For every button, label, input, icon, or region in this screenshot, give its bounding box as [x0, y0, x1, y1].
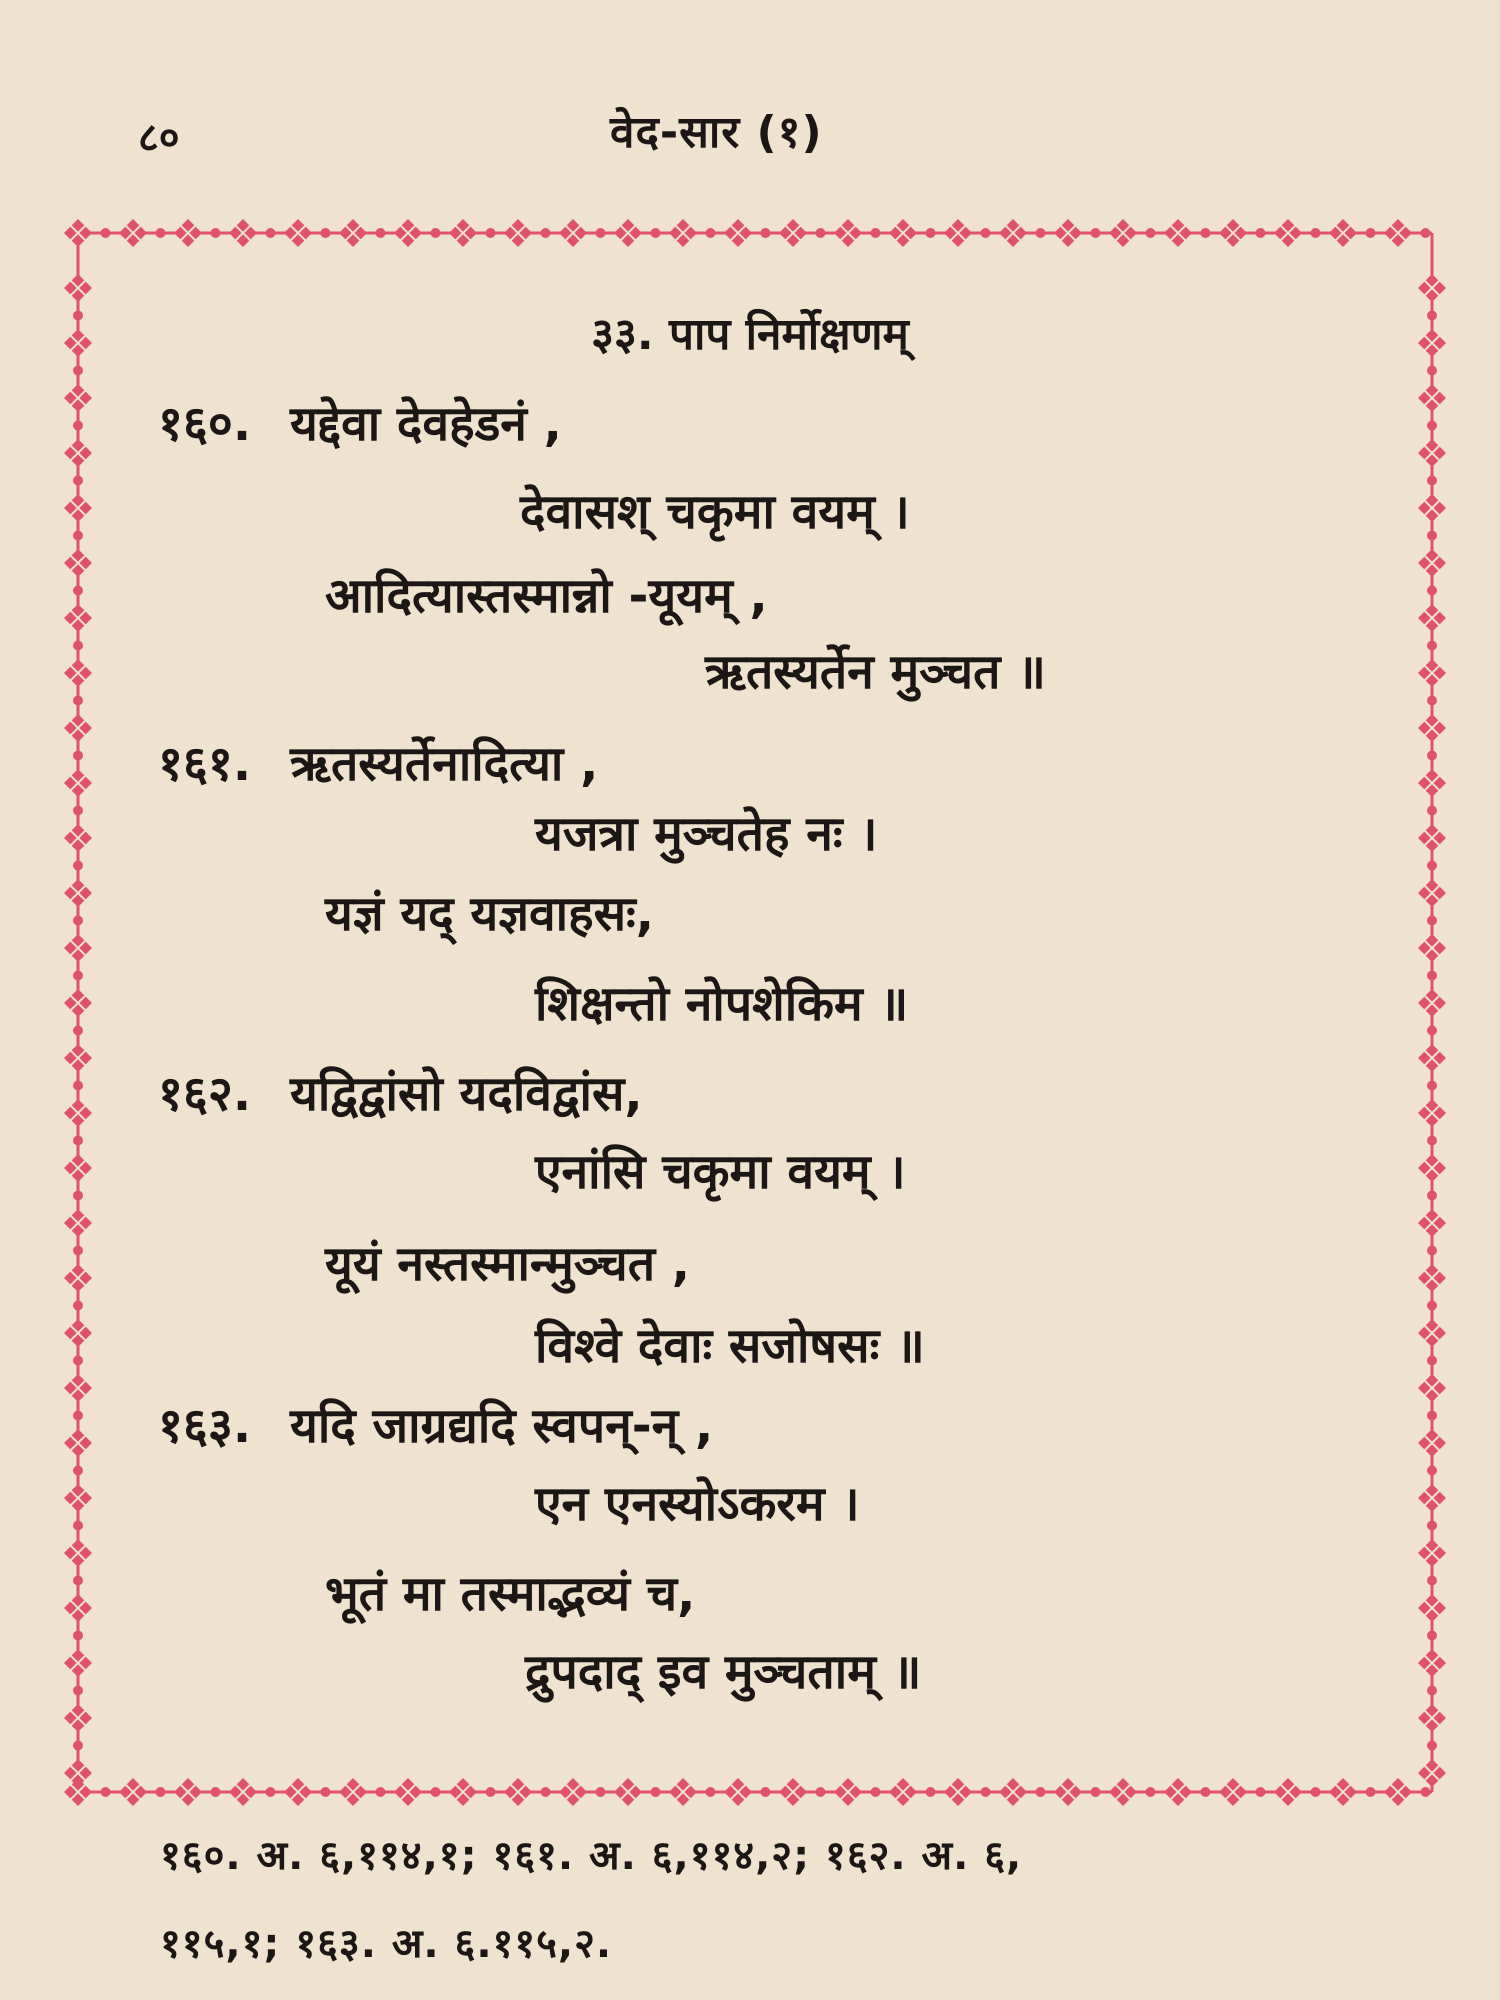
page-number: ८०	[138, 115, 180, 161]
border-ornament	[64, 1594, 92, 1622]
border-dot	[73, 476, 83, 486]
border-dot	[1427, 476, 1437, 486]
border-ornament	[284, 219, 312, 247]
border-dot	[706, 228, 716, 238]
border-dot	[73, 1191, 83, 1201]
border-ornament	[724, 219, 752, 247]
border-dot	[596, 228, 606, 238]
border-dot	[761, 1787, 771, 1797]
border-dot	[981, 228, 991, 238]
border-ornament	[339, 219, 367, 247]
border-dot	[73, 1246, 83, 1256]
border-ornament	[1418, 1374, 1446, 1402]
border-ornament	[1418, 1484, 1446, 1512]
border-dot	[1427, 421, 1437, 431]
border-ornament	[1329, 219, 1357, 247]
border-ornament	[1418, 989, 1446, 1017]
border-dot	[73, 1136, 83, 1146]
border-dot	[1427, 1136, 1437, 1146]
border-dot	[156, 228, 166, 238]
verse-number: १६०.	[158, 396, 252, 452]
border-dot	[541, 228, 551, 238]
border-ornament	[1418, 439, 1446, 467]
border-ornament	[449, 1778, 477, 1806]
border-dot	[431, 228, 441, 238]
verse-line: एनांसि चकृमा वयम् ।	[535, 1144, 906, 1200]
border-ornament	[64, 494, 92, 522]
border-dot	[1201, 228, 1211, 238]
section-title: ३३. पाप निर्मोक्षणम्	[591, 309, 909, 360]
border-ornament	[889, 1778, 917, 1806]
border-dot	[73, 421, 83, 431]
border-dot	[1427, 1741, 1437, 1751]
border-ornament	[1164, 219, 1192, 247]
border-ornament	[64, 549, 92, 577]
border-ornament	[1109, 1778, 1137, 1806]
border-ornament	[1418, 714, 1446, 742]
verse-line: एन एनस्योऽकरम ।	[535, 1476, 860, 1532]
border-dot	[541, 1787, 551, 1797]
verse-line: भूतं मा तस्माद्भव्यं च,	[325, 1566, 696, 1622]
border-dot	[1427, 1521, 1437, 1531]
border-ornament	[614, 219, 642, 247]
border-ornament	[64, 1429, 92, 1457]
verse-line: द्रुपदाद् इव मुञ्चताम् ॥	[525, 1644, 922, 1700]
running-title: वेद-सार (१)	[610, 107, 823, 158]
border-dot	[101, 228, 111, 238]
border-ornament	[64, 439, 92, 467]
border-ornament	[1418, 274, 1446, 302]
border-ornament	[64, 1099, 92, 1127]
border-ornament	[1418, 1649, 1446, 1677]
border-dot	[266, 228, 276, 238]
border-ornament	[64, 219, 92, 247]
border-ornament	[1418, 1264, 1446, 1292]
border-dot	[1201, 1787, 1211, 1797]
border-ornament	[1164, 1778, 1192, 1806]
border-ornament	[174, 1778, 202, 1806]
border-dot	[1146, 228, 1156, 238]
border-ornament	[394, 219, 422, 247]
border-dot	[596, 1787, 606, 1797]
border-ornament	[944, 1778, 972, 1806]
border-dot	[1036, 1787, 1046, 1797]
border-dot	[1427, 1631, 1437, 1641]
border-ornament	[559, 219, 587, 247]
footnote-line: ११५,१; १६३. अ. ६.११५,२.	[160, 1921, 613, 1967]
border-ornament	[1418, 1429, 1446, 1457]
border-dot	[321, 228, 331, 238]
border-ornament	[614, 1778, 642, 1806]
border-dot	[1091, 228, 1101, 238]
border-dot	[73, 806, 83, 816]
border-ornament	[1329, 1778, 1357, 1806]
border-ornament	[1418, 1044, 1446, 1072]
border-ornament	[559, 1778, 587, 1806]
border-ornament	[64, 1264, 92, 1292]
border-ornament	[64, 1209, 92, 1237]
border-dot	[73, 1356, 83, 1366]
border-dot	[926, 1787, 936, 1797]
border-ornament	[724, 1778, 752, 1806]
border-dot	[73, 1301, 83, 1311]
border-dot	[73, 531, 83, 541]
border-ornament	[1418, 604, 1446, 632]
border-ornament	[64, 1154, 92, 1182]
border-ornament	[64, 1759, 92, 1787]
border-ornament	[64, 1484, 92, 1512]
verse-line: यद्विद्वांसो यदविद्वांस,	[290, 1066, 643, 1122]
border-ornament	[64, 769, 92, 797]
border-ornament	[1418, 1154, 1446, 1182]
border-dot	[1256, 1787, 1266, 1797]
border-dot	[1427, 861, 1437, 871]
border-ornament	[1418, 1594, 1446, 1622]
border-ornament	[1054, 1778, 1082, 1806]
verse-line: यद्देवा देवहेडनं ,	[290, 396, 562, 452]
border-dot	[211, 228, 221, 238]
border-ornament	[779, 219, 807, 247]
border-ornament	[1418, 494, 1446, 522]
border-dot	[73, 1466, 83, 1476]
border-ornament	[999, 1778, 1027, 1806]
border-ornament	[504, 219, 532, 247]
border-ornament	[779, 1778, 807, 1806]
border-ornament	[1384, 1778, 1412, 1806]
border-dot	[321, 1787, 331, 1797]
border-ornament	[504, 1778, 532, 1806]
border-ornament	[119, 219, 147, 247]
border-ornament	[64, 1374, 92, 1402]
verse-line: आदित्यास्तस्मान्नो -यूयम् ,	[325, 568, 768, 624]
border-dot	[1427, 1191, 1437, 1201]
border-ornament	[889, 219, 917, 247]
border-dot	[1427, 696, 1437, 706]
border-dot	[431, 1787, 441, 1797]
verse-line: देवासश् चकृमा वयम् ।	[520, 484, 910, 540]
border-ornament	[1274, 1778, 1302, 1806]
border-ornament	[64, 384, 92, 412]
border-dot	[1036, 228, 1046, 238]
border-ornament	[64, 934, 92, 962]
border-dot	[1427, 916, 1437, 926]
border-ornament	[64, 879, 92, 907]
border-ornament	[64, 824, 92, 852]
verse-line: यदि जाग्रद्यदि स्वपन्-न् ,	[290, 1398, 714, 1454]
border-dot	[73, 366, 83, 376]
border-dot	[73, 1576, 83, 1586]
border-ornament	[229, 219, 257, 247]
verse-number: १६२.	[158, 1066, 252, 1122]
border-ornament	[1418, 1319, 1446, 1347]
border-ornament	[834, 1778, 862, 1806]
border-dot	[1366, 1787, 1376, 1797]
border-ornament	[284, 1778, 312, 1806]
border-ornament	[1418, 1099, 1446, 1127]
border-dot	[1427, 1356, 1437, 1366]
border-dot	[816, 228, 826, 238]
border-ornament	[1418, 769, 1446, 797]
border-ornament	[64, 604, 92, 632]
border-ornament	[119, 1778, 147, 1806]
border-dot	[73, 1741, 83, 1751]
border-dot	[1366, 228, 1376, 238]
border-dot	[73, 916, 83, 926]
verse-line: विश्वे देवाः सजोषसः ॥	[535, 1318, 925, 1374]
border-dot	[651, 228, 661, 238]
border-dot	[376, 228, 386, 238]
border-ornament	[1418, 1759, 1446, 1787]
footnote-references	[160, 1812, 1380, 1988]
verse-line: ऋतस्यर्तेन मुञ्चत ॥	[705, 644, 1046, 700]
border-dot	[1421, 228, 1431, 238]
border-ornament	[1418, 824, 1446, 852]
border-dot	[1427, 1411, 1437, 1421]
border-dot	[926, 228, 936, 238]
border-ornament	[229, 1778, 257, 1806]
border-dot	[73, 1631, 83, 1641]
border-dot	[1427, 366, 1437, 376]
border-ornament	[1054, 219, 1082, 247]
border-dot	[1256, 228, 1266, 238]
border-dot	[73, 696, 83, 706]
border-dot	[73, 1521, 83, 1531]
border-ornament	[394, 1778, 422, 1806]
border-dot	[1427, 971, 1437, 981]
border-ornament	[64, 1044, 92, 1072]
border-ornament	[1219, 1778, 1247, 1806]
border-ornament	[1274, 219, 1302, 247]
border-dot	[486, 228, 496, 238]
border-ornament	[1418, 934, 1446, 962]
border-dot	[266, 1787, 276, 1797]
border-ornament	[64, 1319, 92, 1347]
verse-number: १६३.	[158, 1398, 252, 1454]
border-ornament	[669, 219, 697, 247]
border-dot	[1427, 806, 1437, 816]
border-dot	[486, 1787, 496, 1797]
border-ornament	[1384, 219, 1412, 247]
border-dot	[706, 1787, 716, 1797]
border-dot	[1427, 751, 1437, 761]
border-dot	[981, 1787, 991, 1797]
border-ornament	[64, 1539, 92, 1567]
verse-line: यजत्रा मुञ्चतेह नः ।	[535, 806, 878, 862]
border-dot	[73, 751, 83, 761]
border-ornament	[1109, 219, 1137, 247]
border-dot	[1146, 1787, 1156, 1797]
border-dot	[73, 861, 83, 871]
border-dot	[871, 228, 881, 238]
verse-line: यूयं नस्तस्मान्मुञ्चत ,	[325, 1236, 691, 1292]
border-ornament	[174, 219, 202, 247]
border-dot	[376, 1787, 386, 1797]
border-dot	[761, 228, 771, 238]
border-dot	[816, 1787, 826, 1797]
border-dot	[73, 971, 83, 981]
border-ornament	[834, 219, 862, 247]
border-dot	[1427, 1026, 1437, 1036]
border-ornament	[1418, 659, 1446, 687]
border-dot	[651, 1787, 661, 1797]
border-ornament	[64, 659, 92, 687]
border-dot	[73, 1026, 83, 1036]
verse-number: १६१.	[158, 736, 252, 792]
footnote-line: १६०. अ. ६,११४,१; १६१. अ. ६,११४,२; १६२. अ. ६,	[160, 1833, 1023, 1879]
border-dot	[73, 1686, 83, 1696]
border-dot	[1427, 1301, 1437, 1311]
border-ornament	[64, 1704, 92, 1732]
border-ornament	[1418, 384, 1446, 412]
border-dot	[1427, 1466, 1437, 1476]
border-ornament	[339, 1778, 367, 1806]
border-ornament	[1418, 879, 1446, 907]
border-dot	[1091, 1787, 1101, 1797]
verse-line: शिक्षन्तो नोपशेकिम ॥	[535, 976, 909, 1032]
border-dot	[73, 1081, 83, 1091]
border-ornament	[1418, 549, 1446, 577]
border-ornament	[1418, 1539, 1446, 1567]
border-ornament	[1219, 219, 1247, 247]
border-dot	[73, 1411, 83, 1421]
border-ornament	[1418, 1704, 1446, 1732]
border-ornament	[64, 989, 92, 1017]
border-ornament	[999, 219, 1027, 247]
border-ornament	[64, 1649, 92, 1677]
border-dot	[1427, 1576, 1437, 1586]
border-dot	[1427, 1686, 1437, 1696]
border-ornament	[64, 274, 92, 302]
border-dot	[1427, 531, 1437, 541]
border-ornament	[1418, 1209, 1446, 1237]
border-dot	[101, 1787, 111, 1797]
border-dot	[73, 641, 83, 651]
border-dot	[1427, 1246, 1437, 1256]
border-ornament	[669, 1778, 697, 1806]
verse-line: ऋतस्यर्तेनादित्या ,	[290, 736, 599, 792]
border-dot	[156, 1787, 166, 1797]
border-dot	[1427, 641, 1437, 651]
border-ornament	[449, 219, 477, 247]
border-ornament	[944, 219, 972, 247]
border-dot	[211, 1787, 221, 1797]
border-dot	[1311, 228, 1321, 238]
border-dot	[1427, 1081, 1437, 1091]
border-dot	[1421, 1787, 1431, 1797]
border-dot	[871, 1787, 881, 1797]
verse-line: यज्ञं यद् यज्ञवाहसः,	[325, 886, 654, 942]
border-dot	[1427, 586, 1437, 596]
border-dot	[73, 586, 83, 596]
border-ornament	[64, 714, 92, 742]
border-dot	[1311, 1787, 1321, 1797]
